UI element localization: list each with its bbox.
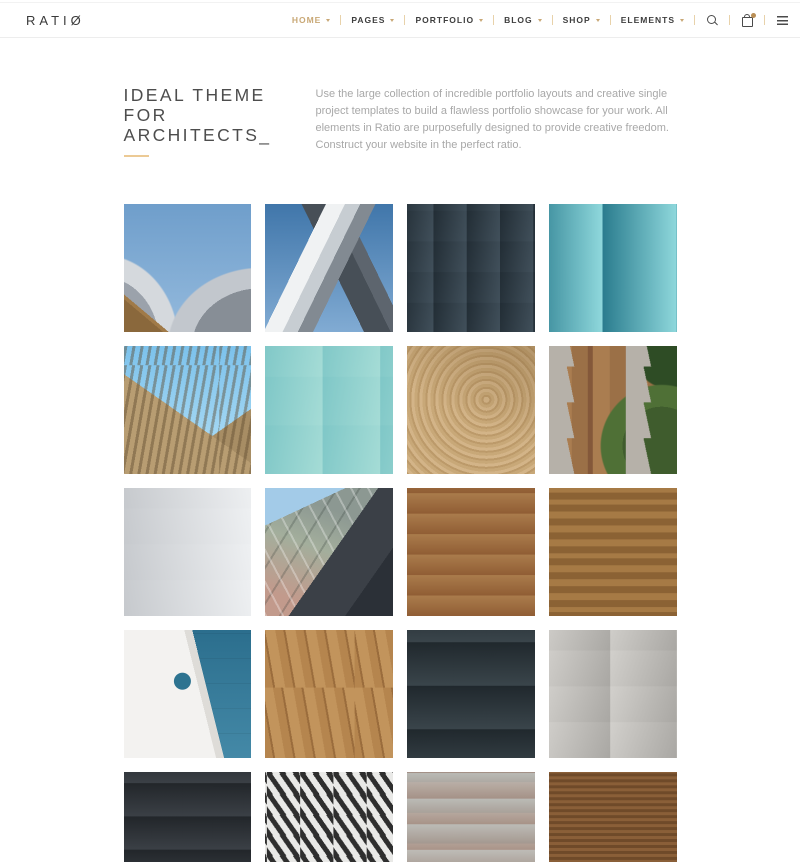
page-title-line2: ARCHITECTS_ [123, 125, 272, 145]
nav-item-shop[interactable] [563, 15, 600, 25]
hamburger-menu-icon [777, 16, 788, 25]
nav-divider [404, 15, 405, 25]
nav-divider [340, 15, 341, 25]
portfolio-image-18[interactable] [265, 772, 393, 862]
nav-divider [764, 15, 765, 25]
nav-item-label: PORTFOLIO [415, 15, 475, 25]
nav-item-label: SHOP [562, 15, 591, 25]
nav-item-portfolio[interactable] [415, 15, 483, 25]
nav-divider [610, 15, 611, 25]
nav-divider [729, 15, 730, 25]
portfolio-grid [124, 204, 677, 862]
page-title-line1: IDEAL THEME FOR [123, 85, 266, 125]
intro-heading-block [124, 85, 316, 157]
portfolio-image-7[interactable] [407, 346, 535, 474]
portfolio-image-19[interactable] [407, 772, 535, 862]
logo[interactable]: RATIØ [26, 12, 85, 28]
nav-item-label: ELEMENTS [620, 15, 675, 25]
portfolio-image-6[interactable] [265, 346, 393, 474]
intro-section [124, 85, 677, 157]
portfolio-image-3[interactable] [407, 204, 535, 332]
portfolio-image-11[interactable] [407, 488, 535, 616]
nav-item-label: BLOG [504, 15, 533, 25]
cart-icon [742, 17, 753, 27]
nav-item-label: HOME [291, 15, 322, 25]
nav-item-elements[interactable] [621, 15, 684, 25]
intro-description: Use the large collection of incredible portfolio layouts and creative single project templates to build a flawless portfolio showcase for your work. All elements in Ratio are purposefully designed to provide creative freedom. Construct your website in the perfect ratio. [315, 88, 669, 151]
search-icon [707, 15, 716, 24]
nav-item-label: PAGES [351, 15, 386, 25]
nav-divider [694, 15, 695, 25]
chevron-down-icon [596, 19, 600, 22]
site-header [0, 3, 800, 38]
portfolio-image-16[interactable] [549, 630, 677, 758]
portfolio-image-5[interactable] [124, 346, 252, 474]
main-nav [292, 12, 789, 28]
menu-button[interactable] [775, 12, 789, 28]
portfolio-image-17[interactable] [124, 772, 252, 862]
portfolio-image-9[interactable] [124, 488, 252, 616]
chevron-down-icon [390, 19, 394, 22]
nav-item-home[interactable] [292, 15, 331, 25]
portfolio-image-13[interactable] [124, 630, 252, 758]
portfolio-image-4[interactable] [549, 204, 677, 332]
cart-button[interactable] [740, 12, 754, 28]
page-title [124, 85, 316, 145]
cart-badge [751, 13, 756, 18]
search-button[interactable] [705, 12, 719, 28]
main-content [124, 38, 677, 862]
nav-divider [552, 15, 553, 25]
portfolio-image-2[interactable] [265, 204, 393, 332]
chevron-down-icon [538, 19, 542, 22]
chevron-down-icon [680, 19, 684, 22]
chevron-down-icon [479, 19, 483, 22]
nav-item-pages[interactable] [351, 15, 394, 25]
nav-divider [493, 15, 494, 25]
portfolio-image-12[interactable] [549, 488, 677, 616]
portfolio-image-1[interactable] [124, 204, 252, 332]
portfolio-image-10[interactable] [265, 488, 393, 616]
title-accent-rule [124, 155, 149, 157]
nav-item-blog[interactable] [504, 15, 542, 25]
portfolio-image-20[interactable] [549, 772, 677, 862]
portfolio-image-8[interactable] [549, 346, 677, 474]
portfolio-image-15[interactable] [407, 630, 535, 758]
portfolio-image-14[interactable] [265, 630, 393, 758]
chevron-down-icon [326, 19, 330, 22]
